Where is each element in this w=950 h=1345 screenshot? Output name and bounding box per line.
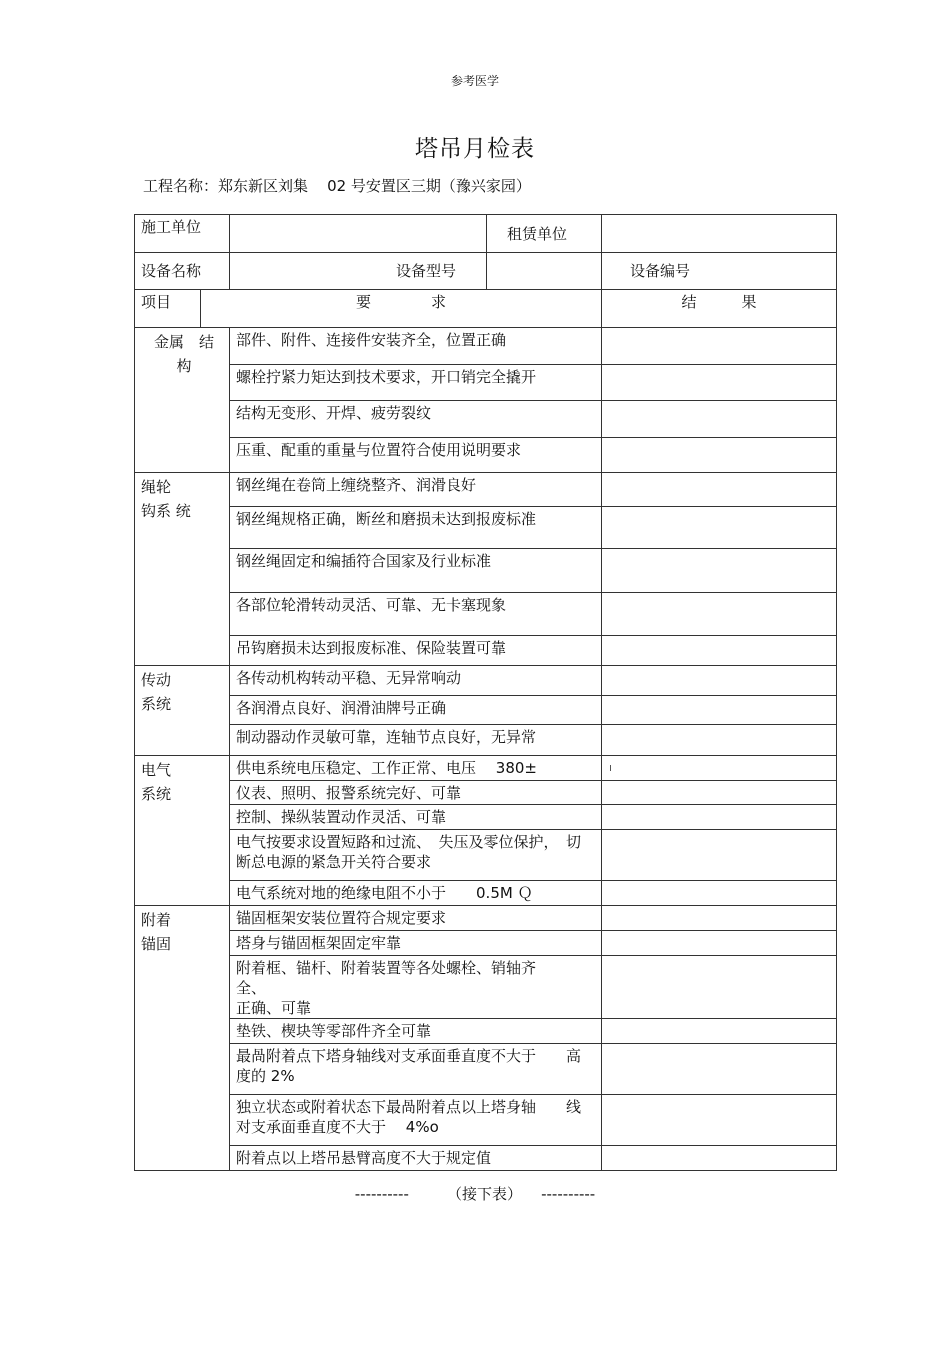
result-cell[interactable]	[602, 593, 837, 636]
requirement-cell: 独立状态或附着状态下最咼附着点以上塔身轴 线 对支承面垂直度不大于 4%o	[230, 1095, 602, 1146]
requirement-cell: 附着框、锚杆、附着装置等各处螺栓、销轴齐 全、 正确、可靠	[230, 956, 602, 1019]
inspection-table	[134, 214, 837, 1171]
result-cell[interactable]	[602, 696, 837, 725]
result-cell[interactable]	[602, 507, 837, 549]
table-row	[135, 1019, 837, 1044]
table-row	[135, 1095, 837, 1146]
result-cell[interactable]	[602, 365, 837, 401]
result-cell[interactable]	[602, 756, 837, 781]
requirement-cell: 控制、操纵装置动作灵活、可靠	[230, 805, 602, 830]
requirement-cell: 部件、附件、连接件安装齐全，位置正确	[230, 328, 602, 365]
result-cell[interactable]	[602, 906, 837, 931]
table-row	[135, 401, 837, 438]
requirement-cell: 各传动机构转动平稳、无异常响动	[230, 666, 602, 696]
requirement-cell: 吊钩磨损未达到报废标准、保险装置可靠	[230, 636, 602, 666]
result-cell[interactable]	[602, 725, 837, 756]
result-cell[interactable]	[602, 666, 837, 696]
requirement-cell: 各部位轮滑转动灵活、可靠、无卡塞现象	[230, 593, 602, 636]
table-row	[135, 1146, 837, 1171]
section-metal-structure-label: 金属 结 构	[135, 328, 230, 473]
info-row-equipment	[135, 253, 837, 290]
requirement-cell: 钢丝绳规格正确，断丝和磨损未达到报废标准	[230, 507, 602, 549]
result-cell[interactable]	[602, 1146, 837, 1171]
table-row	[135, 931, 837, 956]
lease-unit-label: 租赁单位	[487, 215, 602, 253]
project-name-line: 工程名称：郑东新区刘集 02 号安置区三期（豫兴家园）	[143, 177, 531, 195]
column-header-requirement: 要 求	[201, 290, 602, 328]
table-row	[135, 549, 837, 593]
result-cell[interactable]	[602, 956, 837, 1019]
table-row	[135, 805, 837, 830]
continued-note: ---------- （接下表） ----------	[354, 1185, 596, 1203]
table-row	[135, 365, 837, 401]
requirement-cell: 电气按要求设置短路和过流、 失压及零位保护， 切 断总电源的紧急开关符合要求	[230, 830, 602, 881]
section-electrical-label: 电气 系统	[135, 756, 230, 906]
mark-tick-icon	[610, 765, 611, 771]
info-row-units	[135, 215, 837, 253]
table-row	[135, 881, 837, 906]
requirement-cell: 锚固框架安装位置符合规定要求	[230, 906, 602, 931]
equipment-name-label: 设备名称	[135, 253, 230, 290]
result-cell[interactable]	[602, 549, 837, 593]
result-cell[interactable]	[602, 881, 837, 906]
table-row	[135, 696, 837, 725]
table-row	[135, 328, 837, 365]
equipment-number-label: 设备编号	[602, 253, 837, 290]
requirement-cell: 附着点以上塔吊悬臂高度不大于规定值	[230, 1146, 602, 1171]
section-attachment-anchor-label: 附着 锚固	[135, 906, 230, 1171]
requirement-cell: 电气系统对地的绝缘电阻不小于 0.5M Ｑ	[230, 881, 602, 906]
column-header-item: 项目	[135, 290, 201, 328]
requirement-cell: 螺栓拧紧力矩达到技术要求，开口销完全撬开	[230, 365, 602, 401]
table-row	[135, 507, 837, 549]
result-cell[interactable]	[602, 830, 837, 881]
table-row	[135, 593, 837, 636]
result-cell[interactable]	[602, 401, 837, 438]
column-header-row	[135, 290, 837, 328]
requirement-cell: 钢丝绳固定和编插符合国家及行业标准	[230, 549, 602, 593]
requirement-cell: 塔身与锚固框架固定牢靠	[230, 931, 602, 956]
table-row	[135, 473, 837, 507]
requirement-cell: 最咼附着点下塔身轴线对支承面垂直度不大于 高 度的 2%	[230, 1044, 602, 1095]
document-title: 塔吊月检表	[415, 136, 535, 162]
construction-unit-value[interactable]	[230, 215, 487, 253]
table-row	[135, 781, 837, 805]
equipment-model-value[interactable]	[487, 253, 602, 290]
result-cell[interactable]	[602, 805, 837, 830]
result-cell[interactable]	[602, 1044, 837, 1095]
requirement-cell: 仪表、照明、报警系统完好、可靠	[230, 781, 602, 805]
table-row	[135, 756, 837, 781]
table-row	[135, 906, 837, 931]
equipment-model-label: 设备型号	[230, 253, 487, 290]
table-row	[135, 830, 837, 881]
section-transmission-label: 传动 系统	[135, 666, 230, 756]
requirement-cell: 压重、配重的重量与位置符合使用说明要求	[230, 438, 602, 473]
header-note: 参考医学	[450, 74, 499, 88]
table-row	[135, 956, 837, 1019]
result-cell[interactable]	[602, 1095, 837, 1146]
requirement-cell: 垫铁、楔块等零部件齐全可靠	[230, 1019, 602, 1044]
table-row	[135, 438, 837, 473]
table-row	[135, 636, 837, 666]
result-cell[interactable]	[602, 781, 837, 805]
table-row	[135, 1044, 837, 1095]
lease-unit-value[interactable]	[602, 215, 837, 253]
result-cell[interactable]	[602, 438, 837, 473]
result-cell[interactable]	[602, 473, 837, 507]
section-rope-wheel-hook-label: 绳轮 钩系 统	[135, 473, 230, 666]
requirement-cell: 供电系统电压稳定、工作正常、电压 380±	[230, 756, 602, 781]
table-row	[135, 666, 837, 696]
requirement-cell: 各润滑点良好、润滑油牌号正确	[230, 696, 602, 725]
table-row	[135, 725, 837, 756]
requirement-cell: 钢丝绳在卷筒上缠绕整齐、润滑良好	[230, 473, 602, 507]
construction-unit-label: 施工单位	[135, 215, 230, 253]
result-cell[interactable]	[602, 328, 837, 365]
requirement-cell: 制动器动作灵敏可靠，连轴节点良好，无异常	[230, 725, 602, 756]
result-cell[interactable]	[602, 931, 837, 956]
requirement-cell: 结构无变形、开焊、疲劳裂纹	[230, 401, 602, 438]
result-cell[interactable]	[602, 1019, 837, 1044]
result-cell[interactable]	[602, 636, 837, 666]
column-header-result: 结 果	[602, 290, 837, 328]
